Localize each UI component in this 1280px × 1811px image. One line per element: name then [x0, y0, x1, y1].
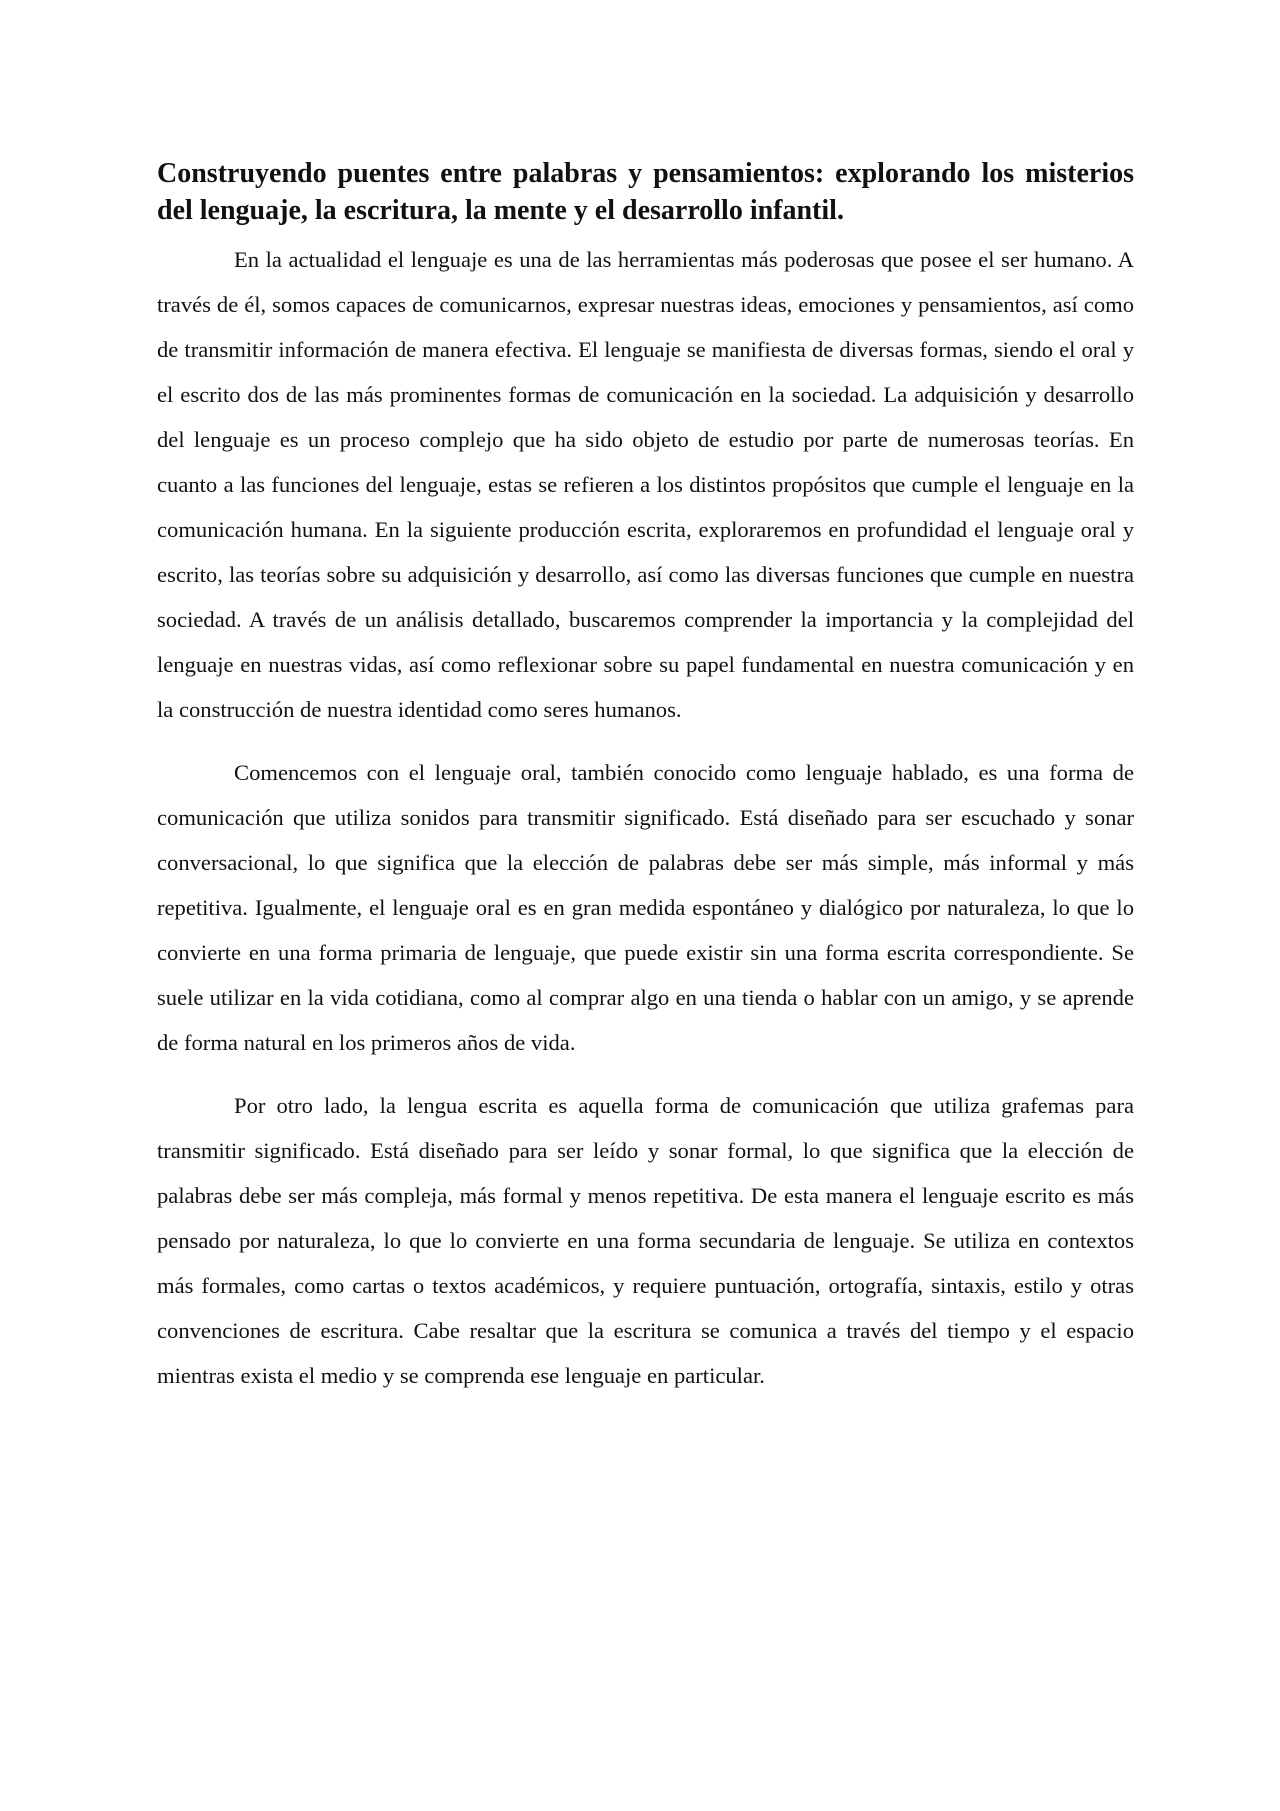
document-body	[157, 155, 1134, 1416]
document-title: Construyendo puentes entre palabras y pensamientos: explorando los misterios del lenguaje, la escritura, la mente y el desarrollo infantil.	[157, 158, 1134, 226]
paragraph-introduction: En la actualidad el lenguaje es una de las herramientas más poderosas que posee el ser humano. A través de él, somos capaces de comunicarnos, expresar nuestras ideas, emociones y pensamientos, así como de transmitir información de manera efectiva. El lenguaje se manifiesta de diversas formas, siendo el oral y el escrito dos de las más prominentes formas de comunicación en la sociedad. La adquisición y desarrollo del lenguaje es un proceso complejo que ha sido objeto de estudio por parte de numerosas teorías. En cuanto a las funciones del lenguaje, estas se refieren a los distintos propósitos que cumple el lenguaje en la comunicación humana. En la siguiente producción escrita, exploraremos en profundidad el lenguaje oral y escrito, las teorías sobre su adquisición y desarrollo, así como las diversas funciones que cumple en nuestra sociedad. A través de un análisis detallado, buscaremos comprender la importancia y la complejidad del lenguaje en nuestras vidas, así como reflexionar sobre su papel fundamental en nuestra comunicación y en la construcción de nuestra identidad como seres humanos.	[157, 247, 1134, 722]
paragraph-oral-language: Comencemos con el lenguaje oral, también conocido como lenguaje hablado, es una forma de comunicación que utiliza sonidos para transmitir significado. Está diseñado para ser escuchado y sonar conversacional, lo que significa que la elección de palabras debe ser más simple, más informal y más repetitiva. Igualmente, el lenguaje oral es en gran medida espontáneo y dialógico por naturaleza, lo que lo convierte en una forma primaria de lenguaje, que puede existir sin una forma escrita correspondiente. Se suele utilizar en la vida cotidiana, como al comprar algo en una tienda o hablar con un amigo, y se aprende de forma natural en los primeros años de vida.	[157, 760, 1134, 1055]
paragraph-written-language: Por otro lado, la lengua escrita es aquella forma de comunicación que utiliza grafemas para transmitir significado. Está diseñado para ser leído y sonar formal, lo que significa que la elección de palabras debe ser más compleja, más formal y menos repetitiva. De esta manera el lenguaje escrito es más pensado por naturaleza, lo que lo convierte en una forma secundaria de lenguaje. Se utiliza en contextos más formales, como cartas o textos académicos, y requiere puntuación, ortografía, sintaxis, estilo y otras convenciones de escritura. Cabe resaltar que la escritura se comunica a través del tiempo y el espacio mientras exista el medio y se comprenda ese lenguaje en particular.	[157, 1093, 1134, 1388]
